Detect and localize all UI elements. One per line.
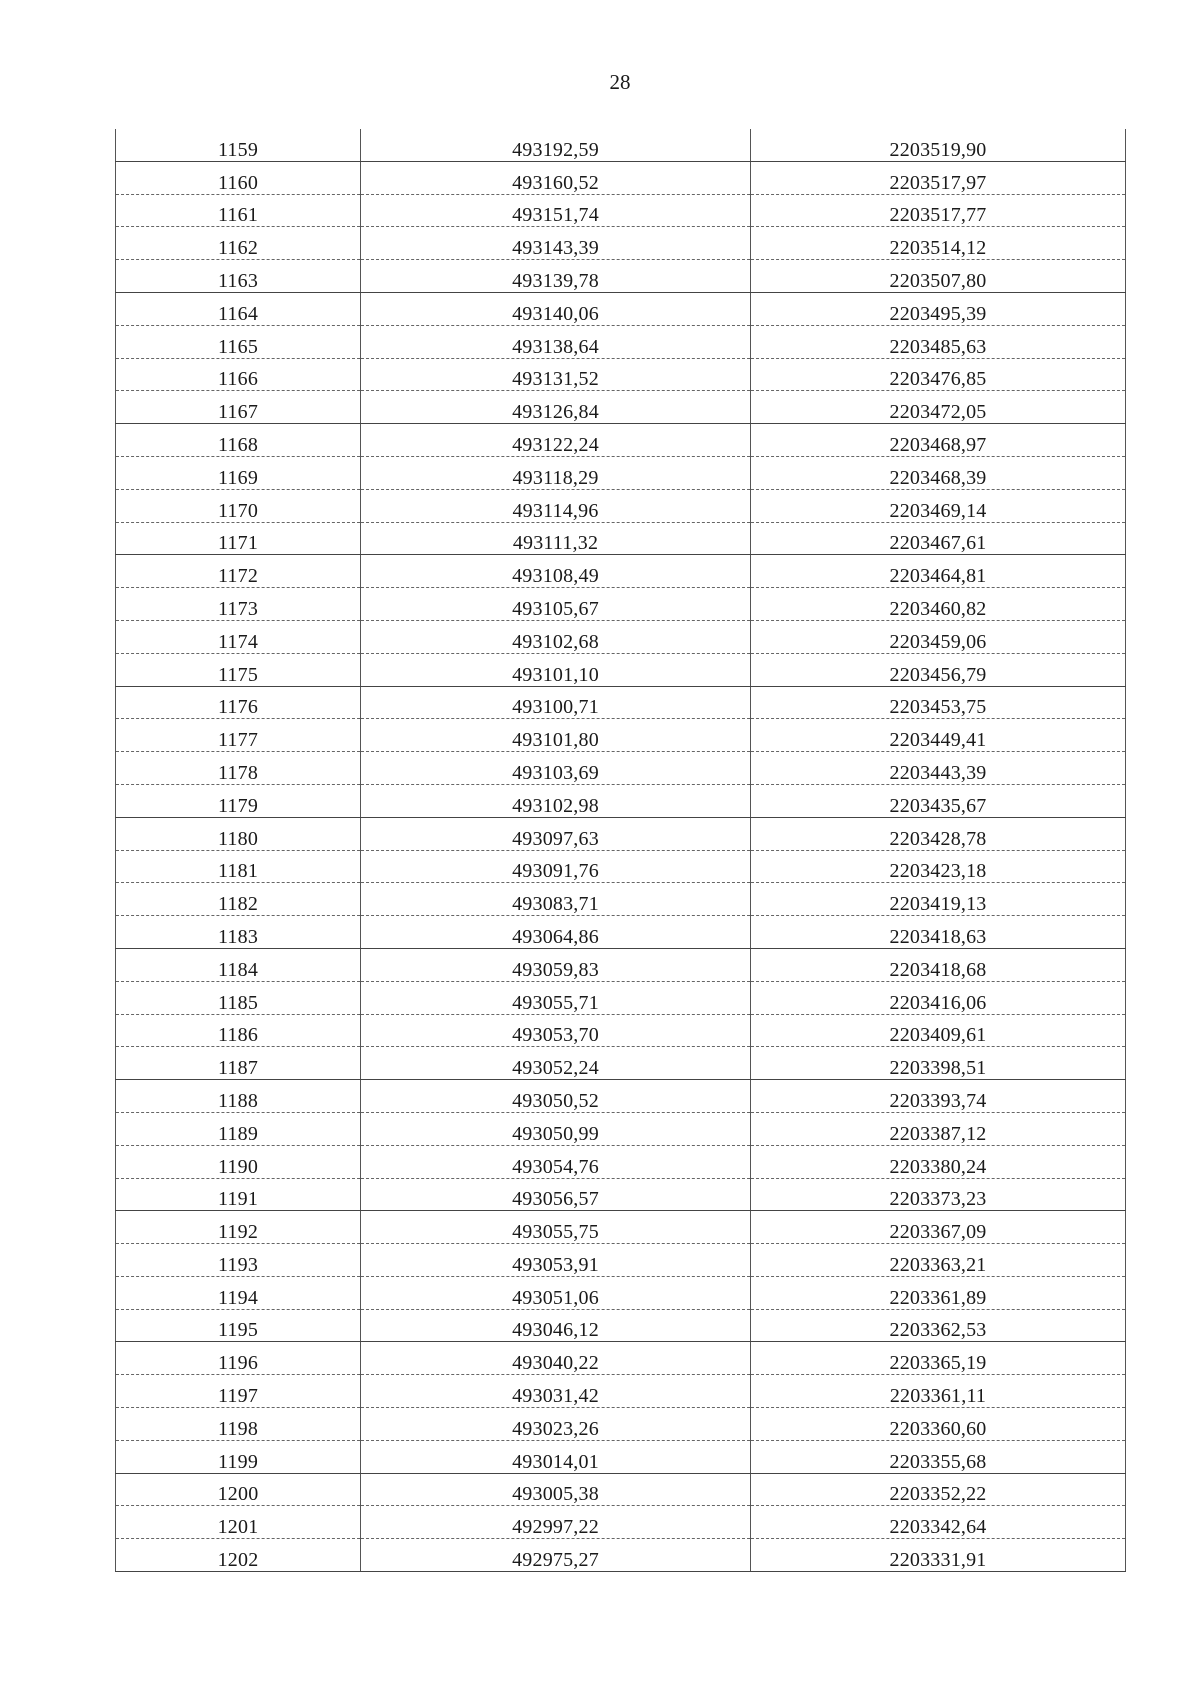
table-row [116,883,1126,916]
y-coordinate-cell: 2203453,75 [751,686,1126,719]
point-number-cell: 1185 [116,981,361,1014]
point-number-cell: 1199 [116,1440,361,1473]
y-coordinate-cell: 2203460,82 [751,588,1126,621]
table-row [116,1244,1126,1277]
table-row [116,292,1126,325]
table-row [116,358,1126,391]
table-row [116,948,1126,981]
y-coordinate-cell: 2203459,06 [751,620,1126,653]
page-number: 28 [609,70,631,94]
x-coordinate-cell: 493100,71 [361,686,751,719]
point-number-cell: 1159 [116,129,361,161]
y-coordinate-cell: 2203435,67 [751,784,1126,817]
y-coordinate-cell: 2203363,21 [751,1244,1126,1277]
coordinates-table [115,129,1126,1572]
y-coordinate-cell: 2203428,78 [751,817,1126,850]
table-row [116,489,1126,522]
y-coordinate-cell: 2203517,77 [751,194,1126,227]
point-number-cell: 1200 [116,1473,361,1506]
x-coordinate-cell: 493046,12 [361,1309,751,1342]
x-coordinate-cell: 493053,91 [361,1244,751,1277]
point-number-cell: 1173 [116,588,361,621]
point-number-cell: 1165 [116,325,361,358]
y-coordinate-cell: 2203468,97 [751,424,1126,457]
table-row [116,686,1126,719]
table-row [116,752,1126,785]
x-coordinate-cell: 493118,29 [361,456,751,489]
table-row [116,1309,1126,1342]
x-coordinate-cell: 493114,96 [361,489,751,522]
point-number-cell: 1195 [116,1309,361,1342]
y-coordinate-cell: 2203380,24 [751,1145,1126,1178]
y-coordinate-cell: 2203514,12 [751,227,1126,260]
x-coordinate-cell: 492997,22 [361,1506,751,1539]
point-number-cell: 1176 [116,686,361,719]
x-coordinate-cell: 493050,99 [361,1112,751,1145]
x-coordinate-cell: 492975,27 [361,1539,751,1572]
table-row [116,1211,1126,1244]
x-coordinate-cell: 493151,74 [361,194,751,227]
table-row [116,161,1126,194]
table-row [116,719,1126,752]
point-number-cell: 1182 [116,883,361,916]
y-coordinate-cell: 2203464,81 [751,555,1126,588]
x-coordinate-cell: 493091,76 [361,850,751,883]
table-row [116,916,1126,949]
table-row [116,1342,1126,1375]
table-row [116,981,1126,1014]
y-coordinate-cell: 2203467,61 [751,522,1126,555]
table-row [116,1408,1126,1441]
table-row [116,784,1126,817]
table-row [116,1375,1126,1408]
x-coordinate-cell: 493005,38 [361,1473,751,1506]
y-coordinate-cell: 2203365,19 [751,1342,1126,1375]
point-number-cell: 1183 [116,916,361,949]
x-coordinate-cell: 493051,06 [361,1276,751,1309]
y-coordinate-cell: 2203352,22 [751,1473,1126,1506]
point-number-cell: 1202 [116,1539,361,1572]
table-row [116,588,1126,621]
point-number-cell: 1167 [116,391,361,424]
y-coordinate-cell: 2203361,89 [751,1276,1126,1309]
x-coordinate-cell: 493064,86 [361,916,751,949]
y-coordinate-cell: 2203517,97 [751,161,1126,194]
y-coordinate-cell: 2203418,63 [751,916,1126,949]
table-row [116,456,1126,489]
y-coordinate-cell: 2203398,51 [751,1047,1126,1080]
table-row [116,325,1126,358]
point-number-cell: 1192 [116,1211,361,1244]
y-coordinate-cell: 2203423,18 [751,850,1126,883]
y-coordinate-cell: 2203373,23 [751,1178,1126,1211]
x-coordinate-cell: 493160,52 [361,161,751,194]
y-coordinate-cell: 2203472,05 [751,391,1126,424]
y-coordinate-cell: 2203331,91 [751,1539,1126,1572]
point-number-cell: 1181 [116,850,361,883]
table-row [116,1047,1126,1080]
y-coordinate-cell: 2203360,60 [751,1408,1126,1441]
y-coordinate-cell: 2203495,39 [751,292,1126,325]
point-number-cell: 1172 [116,555,361,588]
x-coordinate-cell: 493105,67 [361,588,751,621]
x-coordinate-cell: 493102,98 [361,784,751,817]
table-row [116,522,1126,555]
point-number-cell: 1169 [116,456,361,489]
x-coordinate-cell: 493101,10 [361,653,751,686]
point-number-cell: 1184 [116,948,361,981]
x-coordinate-cell: 493055,71 [361,981,751,1014]
x-coordinate-cell: 493059,83 [361,948,751,981]
table-row [116,194,1126,227]
x-coordinate-cell: 493054,76 [361,1145,751,1178]
x-coordinate-cell: 493050,52 [361,1080,751,1113]
point-number-cell: 1189 [116,1112,361,1145]
table-row [116,1276,1126,1309]
y-coordinate-cell: 2203456,79 [751,653,1126,686]
y-coordinate-cell: 2203362,53 [751,1309,1126,1342]
x-coordinate-cell: 493108,49 [361,555,751,588]
table-row [116,1473,1126,1506]
y-coordinate-cell: 2203342,64 [751,1506,1126,1539]
x-coordinate-cell: 493131,52 [361,358,751,391]
x-coordinate-cell: 493052,24 [361,1047,751,1080]
x-coordinate-cell: 493055,75 [361,1211,751,1244]
y-coordinate-cell: 2203361,11 [751,1375,1126,1408]
x-coordinate-cell: 493097,63 [361,817,751,850]
point-number-cell: 1188 [116,1080,361,1113]
y-coordinate-cell: 2203476,85 [751,358,1126,391]
table-row [116,1112,1126,1145]
point-number-cell: 1179 [116,784,361,817]
point-number-cell: 1162 [116,227,361,260]
y-coordinate-cell: 2203409,61 [751,1014,1126,1047]
y-coordinate-cell: 2203355,68 [751,1440,1126,1473]
point-number-cell: 1175 [116,653,361,686]
point-number-cell: 1161 [116,194,361,227]
x-coordinate-cell: 493102,68 [361,620,751,653]
table-row [116,424,1126,457]
y-coordinate-cell: 2203416,06 [751,981,1126,1014]
x-coordinate-cell: 493143,39 [361,227,751,260]
table-row [116,129,1126,161]
point-number-cell: 1197 [116,1375,361,1408]
x-coordinate-cell: 493122,24 [361,424,751,457]
x-coordinate-cell: 493111,32 [361,522,751,555]
x-coordinate-cell: 493014,01 [361,1440,751,1473]
table-row [116,391,1126,424]
table-row [116,850,1126,883]
point-number-cell: 1177 [116,719,361,752]
table-row [116,1178,1126,1211]
x-coordinate-cell: 493126,84 [361,391,751,424]
table-row [116,260,1126,293]
coordinates-table-body [116,129,1126,1572]
point-number-cell: 1178 [116,752,361,785]
point-number-cell: 1187 [116,1047,361,1080]
table-row [116,1440,1126,1473]
x-coordinate-cell: 493138,64 [361,325,751,358]
table-row [116,620,1126,653]
table-row [116,1539,1126,1572]
y-coordinate-cell: 2203449,41 [751,719,1126,752]
point-number-cell: 1196 [116,1342,361,1375]
table-row [116,555,1126,588]
x-coordinate-cell: 493083,71 [361,883,751,916]
x-coordinate-cell: 493056,57 [361,1178,751,1211]
point-number-cell: 1174 [116,620,361,653]
y-coordinate-cell: 2203469,14 [751,489,1126,522]
point-number-cell: 1190 [116,1145,361,1178]
x-coordinate-cell: 493053,70 [361,1014,751,1047]
table-row [116,1014,1126,1047]
table-row [116,1145,1126,1178]
point-number-cell: 1180 [116,817,361,850]
x-coordinate-cell: 493192,59 [361,129,751,161]
y-coordinate-cell: 2203485,63 [751,325,1126,358]
x-coordinate-cell: 493031,42 [361,1375,751,1408]
y-coordinate-cell: 2203367,09 [751,1211,1126,1244]
x-coordinate-cell: 493140,06 [361,292,751,325]
x-coordinate-cell: 493101,80 [361,719,751,752]
y-coordinate-cell: 2203393,74 [751,1080,1126,1113]
table-row [116,817,1126,850]
y-coordinate-cell: 2203443,39 [751,752,1126,785]
y-coordinate-cell: 2203507,80 [751,260,1126,293]
point-number-cell: 1191 [116,1178,361,1211]
point-number-cell: 1201 [116,1506,361,1539]
point-number-cell: 1164 [116,292,361,325]
y-coordinate-cell: 2203519,90 [751,129,1126,161]
point-number-cell: 1171 [116,522,361,555]
table-row [116,227,1126,260]
point-number-cell: 1163 [116,260,361,293]
y-coordinate-cell: 2203387,12 [751,1112,1126,1145]
point-number-cell: 1186 [116,1014,361,1047]
x-coordinate-cell: 493023,26 [361,1408,751,1441]
point-number-cell: 1160 [116,161,361,194]
point-number-cell: 1198 [116,1408,361,1441]
point-number-cell: 1166 [116,358,361,391]
point-number-cell: 1168 [116,424,361,457]
point-number-cell: 1170 [116,489,361,522]
y-coordinate-cell: 2203468,39 [751,456,1126,489]
point-number-cell: 1193 [116,1244,361,1277]
table-row [116,1080,1126,1113]
y-coordinate-cell: 2203418,68 [751,948,1126,981]
point-number-cell: 1194 [116,1276,361,1309]
x-coordinate-cell: 493103,69 [361,752,751,785]
x-coordinate-cell: 493040,22 [361,1342,751,1375]
x-coordinate-cell: 493139,78 [361,260,751,293]
y-coordinate-cell: 2203419,13 [751,883,1126,916]
table-row [116,1506,1126,1539]
table-row [116,653,1126,686]
